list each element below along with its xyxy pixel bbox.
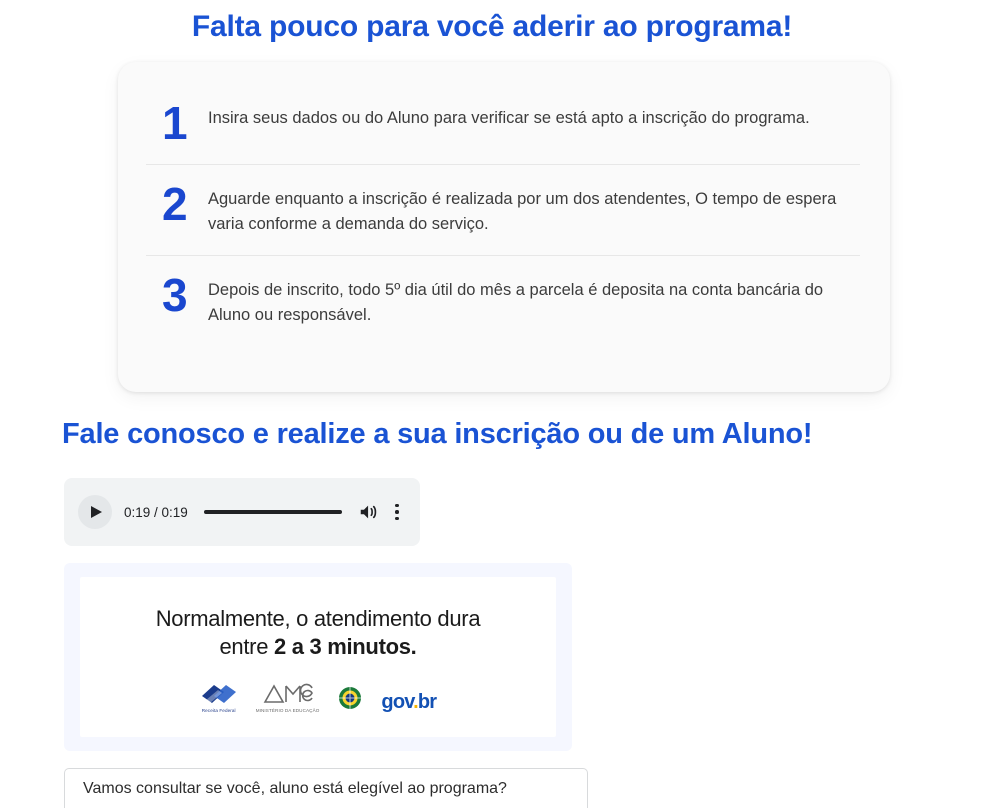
kebab-dot [395,504,399,508]
kebab-dot [395,517,399,521]
step-text: Depois de inscrito, todo 5º dia útil do mês a parcela é deposita na conta bancária do Aluno ou responsável. [208,281,824,324]
section-title: Fale conosco e realize a sua inscrição ou de um Aluno! [62,418,813,450]
audio-time-label: 0:19 / 0:19 [124,504,188,520]
logo-row [200,675,437,713]
step-text: Aguarde enquanto a inscrição é realizada por um dos atendentes, O tempo de espera varia conforme a demanda do serviço. [208,190,837,233]
chat-message-text: Vamos consultar se você, aluno está elegível ao programa? [83,779,507,797]
brasao-republica-logo [337,685,363,713]
govbr-text [381,691,436,713]
page-title: Falta pouco para você aderir ao programa! [191,10,793,43]
chat-message-bubble[interactable] [64,768,588,808]
promo-line-2 [220,633,417,661]
receita-federal-caption: Receita Federal [201,708,236,713]
promo-line-2-bold: 2 a 3 minutos. [273,634,417,659]
step-number: 1 [162,97,188,149]
promo-image-inner [80,577,556,737]
ministerio-da-educacao-caption: MINISTÉRIO DA EDUCAÇÃO [255,708,320,713]
step-row [146,84,860,165]
play-icon[interactable] [78,495,112,529]
ministerio-da-educacao-logo [256,682,320,713]
step-row [146,256,860,346]
volume-icon[interactable] [358,501,380,523]
step-row [146,165,860,256]
receita-federal-logo [200,682,238,713]
steps-card [118,62,890,392]
govbr-logo [381,691,436,713]
govbr-gov: gov [381,691,414,713]
govbr-dot: . [413,691,418,713]
step-text: Insira seus dados ou do Aluno para verificar se está apto a inscrição do programa. [208,109,810,127]
more-options-icon[interactable] [388,504,406,521]
audio-player[interactable] [64,478,420,546]
play-triangle [91,506,102,518]
promo-image-card [64,563,572,751]
kebab-dot [395,510,399,514]
promo-line-1: Normalmente, o atendimento dura [155,606,481,631]
promo-line-2-prefix: entre [219,634,274,659]
step-number: 2 [162,178,188,230]
secondary-heading-wrap [0,410,984,451]
govbr-br: br [417,691,437,713]
step-number: 3 [162,269,188,321]
audio-progress-slider[interactable] [204,510,342,514]
